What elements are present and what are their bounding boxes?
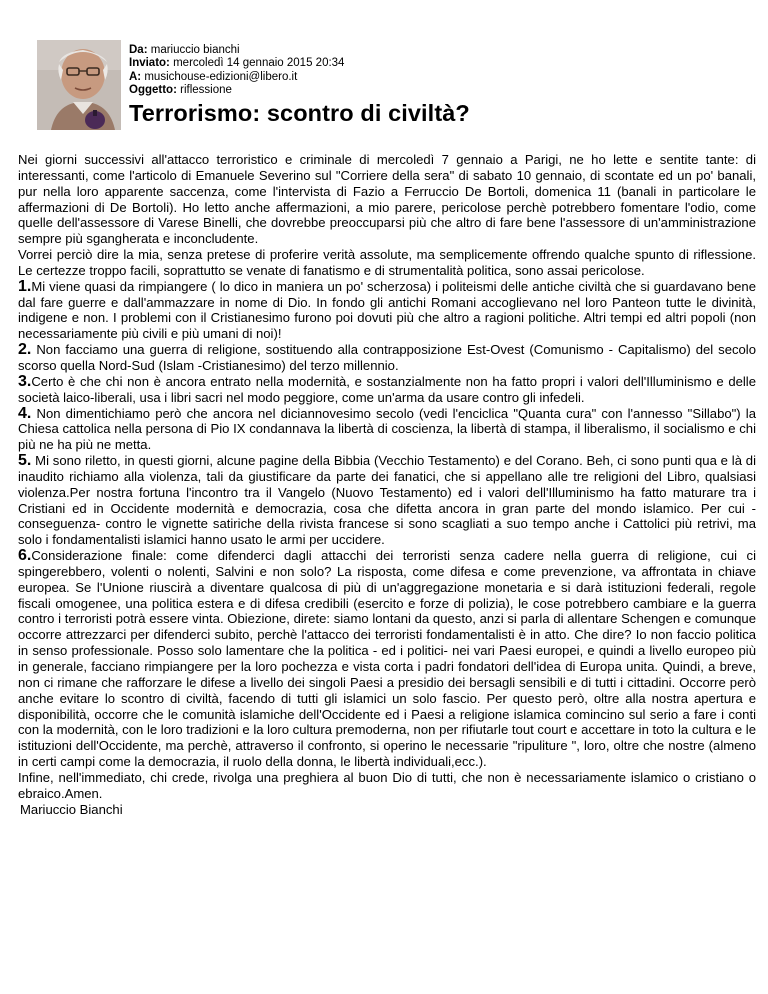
- from-label: Da:: [129, 44, 148, 56]
- subject-line: [129, 84, 344, 97]
- from-value: mariuccio bianchi: [150, 44, 240, 56]
- point-text: Certo è che chi non è ancora entrato nella modernità, e sostanzialmente non ha fatto propri i valori dell'Illuminismo e delle società laico-liberali, usa i libri sacri nel modo peggiore, come un'arma da usare contro gli infedeli.: [18, 373, 756, 405]
- email-meta: [129, 44, 344, 98]
- point-text: Mi viene quasi da rimpiangere ( lo dico in maniera un po' scherzosa) i politeismi delle antiche civiltà che si guardavano bene dal fare guerre e dall'ammazzare in nome di Dio. In fondo gli antichi Romani accoglievano nel loro Panteon tutte le divinità, indigene e non. I problemi con il Cristianesimo furono poi dovuti più che altro a ragioni politiche. Altri tempi ed altri popoli (non necessariamente più civili e più umani di noi)!: [18, 278, 756, 342]
- intro-paragraph-1: Nei giorni successivi all'attacco terroristico e criminale di mercoledì 7 gennaio a Parigi, ne ho lette e sentite tante: di interessanti, come l'articolo di Emanuele Severino sul "Corriere della sera" di sabato 10 gennaio, di scontate ed un po' banali, pur nella loro apparente saccenza, come l'intervista di Fazio a Ferruccio De Bortoli, domenica 11 (banali in particolare le affermazioni di De Bortoli). Ho letto anche affermazioni, a mio parere, pericolose perchè potrebbero fomentare l'odio, come quelle dell'assessore di Varese Binelli, che dovrebbe preoccuparsi più che altro di fare bene l'assessore di un'amministrazione sempre più sgangherata e inconcludente.: [18, 152, 756, 247]
- subject-value: riflessione: [180, 84, 232, 97]
- point-text: Considerazione finale: come difenderci dagli attacchi dei terroristi senza cadere nella guerra di religione, cui ci spingerebbero, volenti o nolenti, Salvini e non solo? La risposta, come difesa e come prevenzione, va affrontata in chiave europea. Se l'Unione riuscirà a diventare qualcosa di più di un'aggregazione monetaria e si darà istituzioni federali, regole fiscali omogenee, una politica estera e di difesa credibili (esercito e forze di polizia), le cose potrebbero cambiare e la guerra contro i terroristi potrà essere vinta. Obiezione, direte: siamo lontani da questo, anzi si parla di allentare Schengen e comunque occorre attrezzarci per difenderci subito, perchè l'attacco dei terroristi fondamentalisti è in atto. Che dire? Io non faccio politica in senso professionale. Posso solo lamentare che la politica - ed i politici- nei vari Paesi europei, e quindi a livello europeo più in generale, facciano rimpiangere per la loro pochezza e vista corta i padri fondatori dell'idea di Europa unita. Quindi, a breve, non ci rimane che rafforzare le difese a livello dei singoli Paesi a presidio dei bersagli sensibili e di tutti i cittadini. Occorre però anche evitare lo scontro di civiltà, facendo di tutti gli islamici un solo fascio. Per questo però, oltre alla nostra apertura e disponibilità, occorre che le comunità islamiche dell'Occidente ed i Paesi a religione islamica comincino sul serio a fare i conti con la modernità, con le loro tradizioni e la loro cultura premoderna, non per rifiutarle tout court e accettare in toto la cultura e le istituzioni dell'Occidente, ma perchè, attraverso il confronto, si operino le necessarie "ripuliture ", loro, oltre che nostre (almeno in certi campi come la democrazia, il ruolo della donna, le libertà individuali,ecc.).: [18, 548, 756, 770]
- sent-label: Inviato:: [129, 57, 170, 70]
- point-5: [18, 453, 756, 548]
- article-title: Terrorismo: scontro di civiltà?: [129, 100, 470, 126]
- intro-paragraph-2: Vorrei perciò dire la mia, senza pretese di proferire verità assolute, ma semplicemente offrendo qualche spunto di riflessione. Le certezze troppo facili, soprattutto se venate di fanatismo e di strumentalità politica, sono assai pericolose.: [18, 247, 756, 278]
- point-number: 4.: [18, 404, 32, 422]
- point-number: 6.: [18, 547, 32, 565]
- to-line: [129, 71, 344, 84]
- point-6: [18, 548, 756, 770]
- author-photo: [37, 40, 121, 130]
- point-3: [18, 374, 756, 406]
- signature: Mariuccio Bianchi: [20, 801, 123, 817]
- closing-paragraph: Infine, nell'immediato, chi crede, rivolga una preghiera al buon Dio di tutti, che non è necessariamente islamico o cristiano o ebraico.Amen.: [18, 769, 756, 801]
- point-number: 1.: [18, 277, 32, 295]
- point-1: [18, 279, 756, 342]
- subject-label: Oggetto:: [129, 84, 177, 97]
- point-text: Non facciamo una guerra di religione, sostituendo alla contrapposizione Est-Ovest (Comunismo - Capitalismo) del secolo scorso quella Nord-Sud (Islam -Cristianesimo) del terzo millennio.: [18, 342, 756, 373]
- point-2: [18, 342, 756, 374]
- point-number: 5.: [18, 452, 32, 470]
- point-text: Non dimentichiamo però che ancora nel diciannovesimo secolo (vedi l'enciclica "Quanta cura" con l'annesso "Sillabo") la Chiesa cattolica nella persona di Pio IX condannava la libertà di coscienza, la libertà di stampa, il liberalismo, il socialismo e chi più ne ha più ne metta.: [18, 405, 756, 453]
- sent-line: [129, 57, 344, 70]
- point-number: 2.: [18, 341, 32, 359]
- article-body: [18, 152, 756, 817]
- sent-value: mercoledì 14 gennaio 2015 20:34: [173, 57, 345, 70]
- point-text: Mi sono riletto, in questi giorni, alcune pagine della Bibbia (Vecchio Testamento) e del Corano. Beh, ci sono punti qua e là di inaudito richiamo alla violenza, tali da giustificare da parte dei fanatici, che si appellano alle tre religioni del Libro, qualsiasi violenza.Per nostra fortuna l'incontro tra il Vangelo (Nuovo Testamento) ed i valori dell'Illuminismo ha fatto maturare tra i Cristiani ed in Occidente modernità e democrazia, cosa che difetta ancora in gran parte del mondo islamico. Per cui -conseguenza- contro le vignette satiriche della rivista francese si sono scagliati a suo tempo anche i Cattolici più retrivi, ma solo i fondamentalisti islamici hanno usato le armi per uccidere.: [18, 453, 756, 548]
- to-label: A:: [129, 70, 142, 83]
- point-4: [18, 406, 756, 454]
- email-header: [37, 40, 747, 130]
- from-line: [129, 44, 344, 57]
- point-number: 3.: [18, 372, 32, 390]
- to-value: musichouse-edizioni@libero.it: [144, 70, 298, 83]
